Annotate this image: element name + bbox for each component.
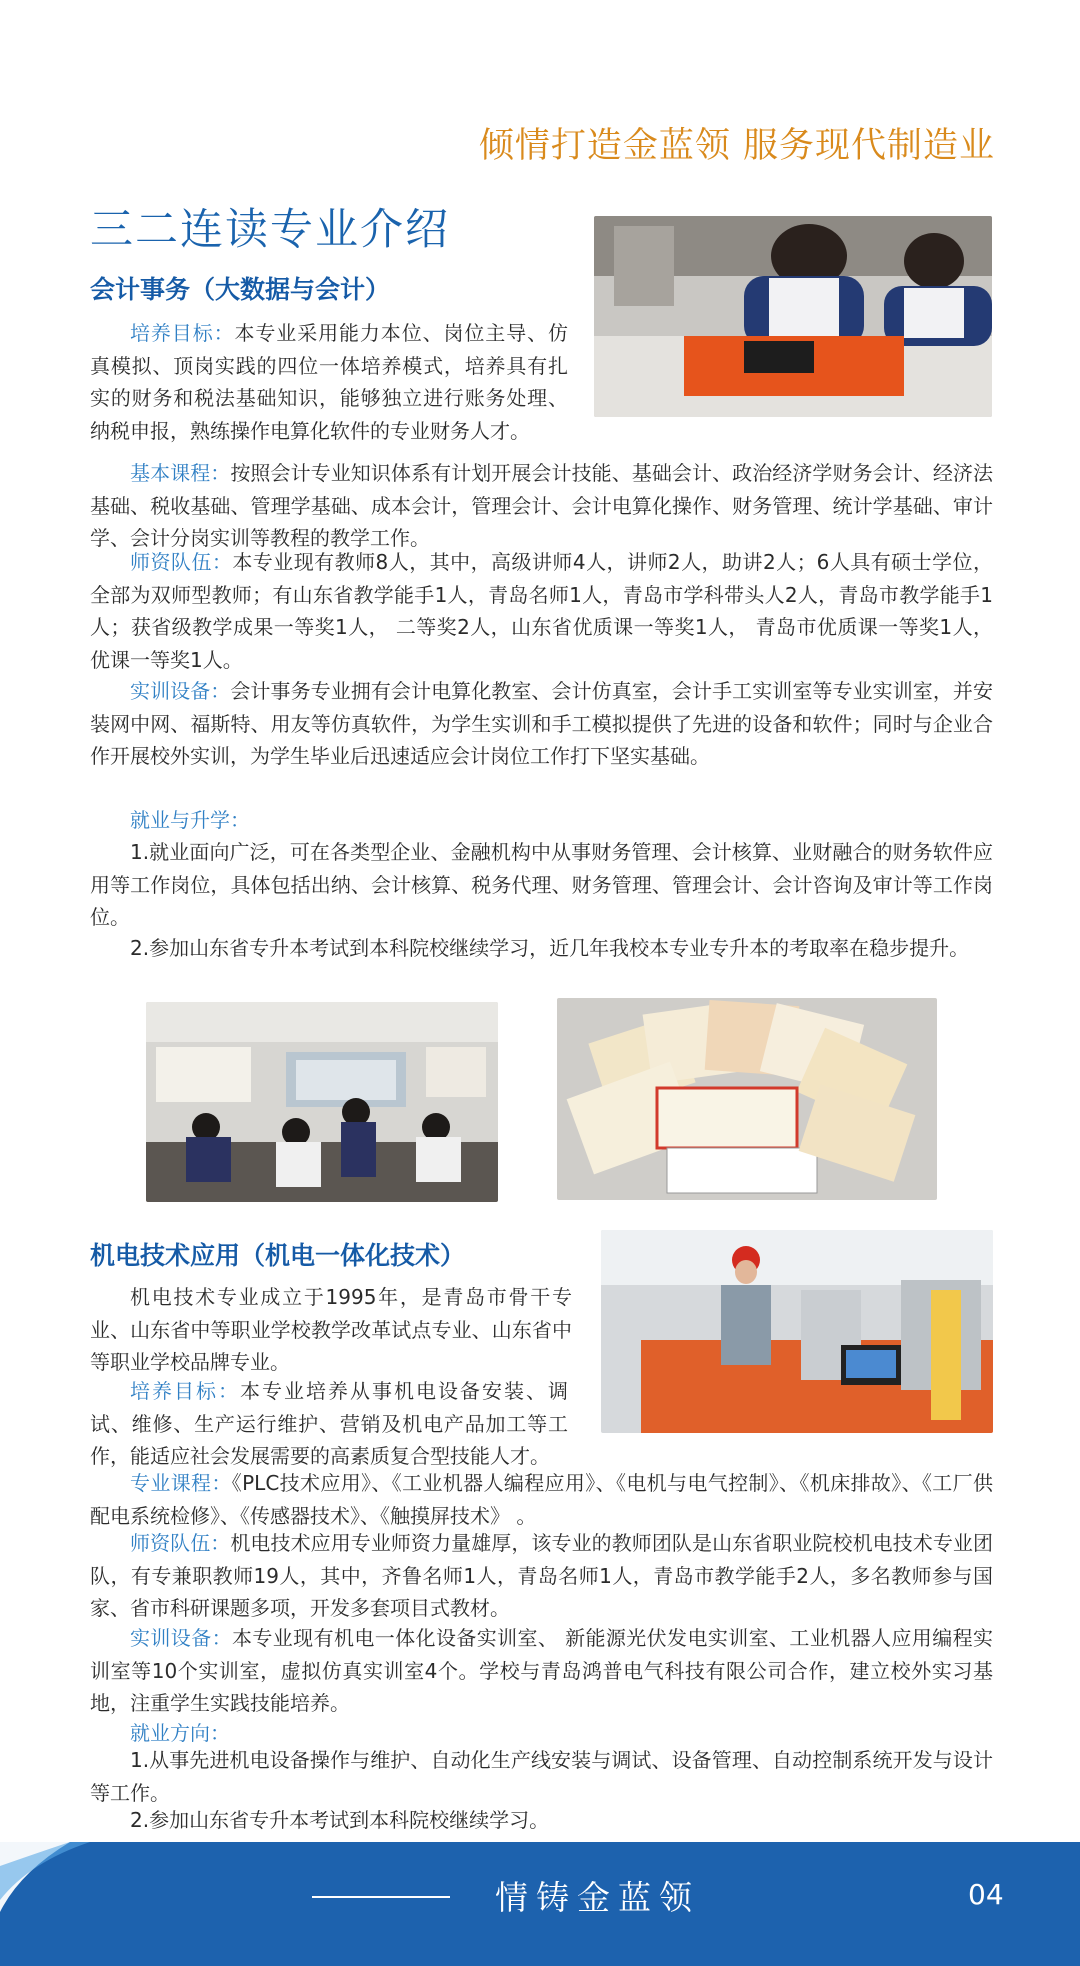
photo-accounting-students [594,216,992,417]
accounting-equip-text: 会计事务专业拥有会计电算化教室、会计仿真室，会计手工实训室等专业实训室，并安装网中网、福斯特、用友等仿真软件，为学生实训和手工模拟提供了先进的设备和软件；同时与企业合作开展校外实训，为学生毕业后迅速适应会计岗位工作打下坚实基础。 [90,679,994,768]
photo-classroom [146,1002,498,1202]
page-number: 04 [968,1878,1004,1911]
mechatronics-staff-label: 师资队伍： [130,1531,231,1555]
accounting-goal-text: 本专业采用能力本位、岗位主导、仿真模拟、顶岗实践的四位一体培养模式，培养具有扎实的财务和税法基础知识，能够独立进行账务处理、纳税申报，熟练操作电算化软件的专业财务人才。 [90,321,568,443]
footer-motto: 情铸金蓝领 [495,1878,700,1917]
photo-certificates [557,998,937,1200]
mechatronics-goal-label: 培养目标： [130,1379,240,1403]
accounting-career-item-2: 2.参加山东省专升本考试到本科院校继续学习，近几年我校本专业专升本的考取率在稳步提升。 [130,936,970,960]
mechatronics-equip-label: 实训设备： [130,1626,232,1650]
accounting-career-item-1: 1.就业面向广泛，可在各类型企业、金融机构中从事财务管理、会计核算、业财融合的财务软件应用等工作岗位，具体包括出纳、会计核算、税务代理、财务管理、管理会计、会计咨询及审计等工作岗位。 [90,840,993,929]
mechatronics-course-label: 专业课程： [130,1471,232,1495]
accounting-career-label-line [90,804,993,837]
accounting-course-paragraph [90,457,993,555]
section-title-mechatronics: 机电技术应用（机电一体化技术） [90,1241,466,1270]
footer-divider-line [312,1896,450,1898]
mechatronics-course-text: 《PLC技术应用》、《工业机器人编程应用》、《电机与电气控制》、《机床排故》、《工厂供配电系统检修》、《传感器技术》、《触摸屏技术》 。 [90,1471,994,1528]
mechatronics-staff-paragraph [90,1527,993,1625]
section-title-accounting: 会计事务（大数据与会计） [90,275,391,304]
header-slogan: 倾情打造金蓝领 服务现代制造业 [478,126,995,166]
accounting-equip-paragraph [90,675,993,773]
mechatronics-career-item-2: 2.参加山东省专升本考试到本科院校继续学习。 [130,1808,550,1832]
page-title: 三二连读专业介绍 [90,205,450,255]
mechatronics-course-paragraph [90,1467,993,1532]
accounting-staff-text: 本专业现有教师8人，其中，高级讲师4人，讲师2人，助讲2人；6人具有硕士学位，全部为双师型教师；有山东省教学能手1人，青岛名师1人，青岛市学科带头人2人，青岛市教学能手1人；获省级教学成果一等奖1人， 二等奖2人，山东省优质课一等奖1人， 青岛市优质课一等奖1人， 优课一等奖1人。 [90,550,994,672]
accounting-equip-label: 实训设备： [130,679,231,703]
mechatronics-equip-text: 本专业现有机电一体化设备实训室、 新能源光伏发电实训室、工业机器人应用编程实训室等10个实训室，虚拟仿真实训室4个。学校与青岛鸿普电气科技有限公司合作，建立校外实习基地，注重学生实践技能培养。 [90,1626,994,1715]
photo-mechatronics-lab [601,1230,993,1433]
mechatronics-goal-text: 本专业培养从事机电设备安装、调试、维修、生产运行维护、营销及机电产品加工等工作，能适应社会发展需要的高素质复合型技能人才。 [90,1379,568,1468]
mechatronics-staff-text: 机电技术应用专业师资力量雄厚，该专业的教师团队是山东省职业院校机电技术专业团队，有专兼职教师19人，其中，齐鲁名师1人，青岛名师1人，青岛市教学能手2人，多名教师参与国家、省市科研课题多项，开发多套项目式教材。 [90,1531,994,1620]
accounting-goal-label: 培养目标： [130,321,235,345]
accounting-course-text: 按照会计专业知识体系有计划开展会计技能、基础会计、政治经济学财务会计、经济法基础、税收基础、管理学基础、成本会计，管理会计、会计电算化操作、财务管理、统计学基础、审计学、会计分岗实训等教程的教学工作。 [90,461,994,550]
mechatronics-equip-paragraph [90,1622,993,1720]
accounting-staff-label: 师资队伍： [130,550,233,574]
mechatronics-career-item-1: 1.从事先进机电设备操作与维护、自动化生产线安装与调试、设备管理、自动控制系统开发与设计等工作。 [90,1748,993,1805]
accounting-course-label: 基本课程： [130,461,231,485]
accounting-staff-paragraph [90,546,993,676]
accounting-goal-paragraph [90,317,568,447]
mechatronics-career-label: 就业方向： [130,1721,230,1745]
mechatronics-intro: 机电技术专业成立于1995年，是青岛市骨干专业、山东省中等职业学校教学改革试点专业、山东省中等职业学校品牌专业。 [90,1285,572,1374]
accounting-career-label: 就业与升学： [130,808,250,832]
mechatronics-goal-paragraph [90,1375,568,1473]
